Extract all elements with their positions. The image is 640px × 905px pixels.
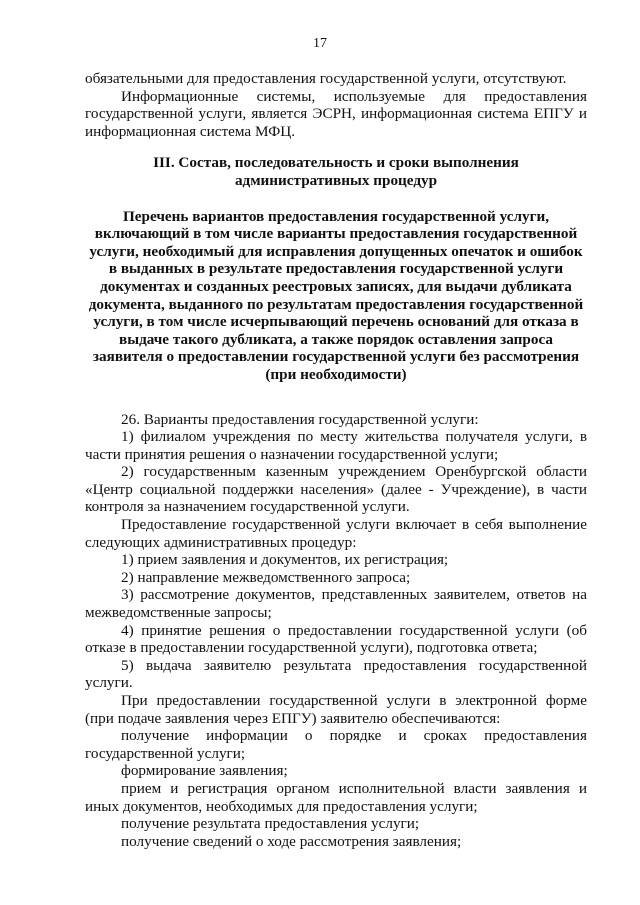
- paragraph: получение результата предоставления услуги;: [121, 815, 420, 833]
- section-title: III. Состав, последовательность и сроки выполнения административных процедур: [153, 154, 519, 189]
- document-body: [85, 70, 587, 850]
- paragraph: Предоставление государственной услуги включает в себя выполнение следующих административных процедур:: [85, 516, 587, 551]
- paragraph: получение сведений о ходе рассмотрения заявления;: [121, 832, 462, 850]
- paragraph: 3) рассмотрение документов, представленных заявителем, ответов на межведомственные запросы;: [85, 586, 587, 622]
- paragraph: 2) направление межведомственного запроса;: [121, 568, 411, 586]
- paragraph: 2) государственным казенным учреждением Оренбургской области «Центр социальной поддержки населения» (далее - Учреждение), в части контроля за назначением государственной услуги.: [85, 463, 587, 516]
- paragraph: формирование заявления;: [121, 762, 288, 780]
- paragraph: получение информации о порядке и сроках предоставления государственной услуги;: [85, 727, 587, 762]
- section-subheading: Перечень вариантов предоставления государственной услуги, включающий в том числе варианты предоставления государственной услуги, необходимый для исправления допущенных опечаток и ошибок в выданных в результате предоставления государственной услуги документах и созданных реестровых записях, для выдачи дубликата документа, выданного по результатам предоставления государственной услуги, в том числе исчерпывающий перечень оснований для отказа в выдаче такого дубликата, а также порядок оставления запроса заявителя о предоставлении государственной услуги без рассмотрения (при необходимости): [88, 207, 584, 383]
- paragraph: 1) прием заявления и документов, их регистрация;: [121, 551, 449, 569]
- paragraph: При предоставлении государственной услуги в электронной форме (при подаче заявления через ЕПГУ) заявителю обеспечиваются:: [85, 692, 587, 727]
- paragraph: 5) выдача заявителю результата предоставления государственной услуги.: [85, 656, 587, 692]
- intro-paragraph-1: обязательными для предоставления государственной услуги, отсутствуют.: [85, 70, 567, 87]
- page-number: 17: [313, 36, 327, 51]
- paragraph: 4) принятие решения о предоставлении государственной услуги (об отказе в предоставлении государственной услуги), подготовка ответа;: [85, 621, 587, 657]
- paragraph: 26. Варианты предоставления государственной услуги:: [121, 410, 479, 428]
- paragraph: 1) филиалом учреждения по месту жительства получателя услуги, в части принятия решения о назначении государственной услуги;: [85, 428, 587, 463]
- intro-paragraph-2: Информационные системы, используемые для предоставления государственной услуги, является ЭСРН, информационная система ЕПГУ и информационная система МФЦ.: [85, 87, 587, 140]
- paragraph: прием и регистрация органом исполнительной власти заявления и иных документов, необходимых для предоставления услуги;: [85, 779, 587, 815]
